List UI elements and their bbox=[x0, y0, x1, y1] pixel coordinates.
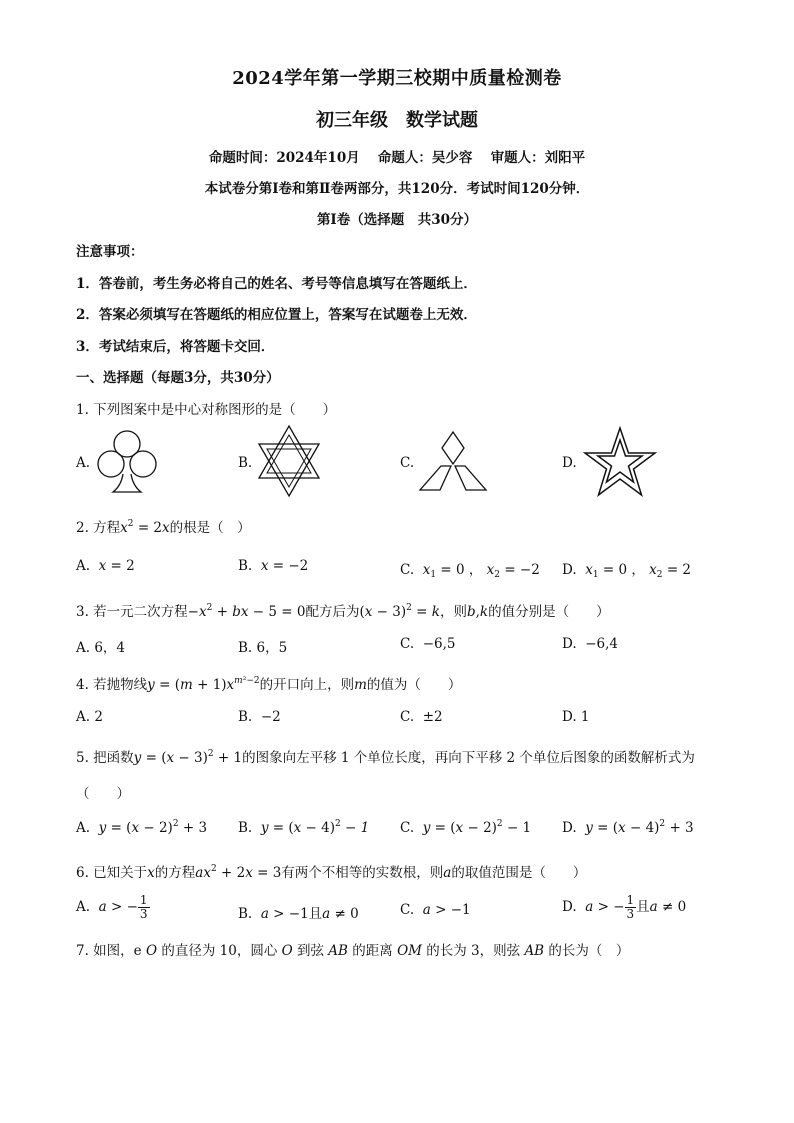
q5-option-b: B. $y = (x - 4)^2 - 1$ bbox=[238, 819, 370, 836]
notice-item-2: 2．答案必须填写在答题纸的相应位置上，答案写在试题卷上无效． bbox=[76, 307, 477, 323]
three-diamond-icon bbox=[418, 430, 488, 494]
q6-option-d: D. a > − $\frac{1}{3}$ 且a ≠ 0 bbox=[562, 893, 687, 921]
q3-option-c: C. −6,5 bbox=[400, 636, 456, 652]
q6-option-b: B. a > −1且a ≠ 0 bbox=[238, 906, 359, 922]
notice-heading: 注意事项： bbox=[76, 244, 144, 260]
question-3-stem: 3. 若一元二次方程$-x^2$ + bx − 5 = 0配方后为$(x - 3)^2 = k$，则b,k的值分别是（ ） bbox=[76, 603, 610, 620]
q2-option-a: A. x = 2 bbox=[76, 558, 135, 574]
question-5-paren: （ ） bbox=[76, 786, 130, 802]
q4-option-c: C. ±2 bbox=[400, 709, 443, 725]
question-1-stem: 1. 下列图案中是中心对称图形的是（ ） bbox=[76, 402, 337, 418]
q4-option-d: D. 1 bbox=[562, 709, 590, 725]
question-7-stem: 7. 如图，e O 的直径为 10，圆心 O 到弦 AB 的距离 OM 的长为 3，则弦 AB 的长为（ ） bbox=[76, 943, 630, 959]
q3-option-a: A. 6，4 bbox=[76, 640, 126, 656]
hexagram-icon bbox=[256, 424, 322, 498]
q2-option-b: B. x = −2 bbox=[238, 558, 309, 574]
exam-description: 本试卷分第Ⅰ卷和第Ⅱ卷两部分，共120分．考试时间120分钟． bbox=[204, 181, 590, 197]
notice-item-3: 3．考试结束后，将答题卡交回． bbox=[76, 339, 275, 355]
q1-option-d-label: D. bbox=[562, 455, 577, 471]
question-2-stem: 2. 方程$x^2 = 2x$的根是（ ） bbox=[76, 519, 251, 536]
q4-option-a: A. 2 bbox=[76, 709, 103, 725]
question-6-stem: 6. 已知关于x的方程$ax^2 + 2x = 3$有两个不相等的实数根，则a的取值范围是（ ） bbox=[76, 864, 587, 881]
q1-option-b-label: B. bbox=[238, 455, 253, 471]
q1-option-a-label: A. bbox=[76, 455, 91, 471]
section-heading: 一、选择题（每题3分，共30分） bbox=[76, 370, 280, 386]
q1-option-c-label: C. bbox=[400, 455, 415, 471]
q2-option-d: D. $x_1 = 0$ ， $x_2 = 2$ bbox=[562, 562, 692, 580]
question-4-stem: 4. 若抛物线$y = (m + 1)x^{m^2-2}$的开口向上，则m的值为（ ） bbox=[76, 676, 462, 693]
q5-option-a: A. $y = (x - 2)^2 + 3$ bbox=[76, 819, 208, 836]
question-5-stem: 5. 把函数$y = (x - 3)^2 + 1$的图象向左平移 1 个单位长度，再向下平移 2 个单位后图象的函数解析式为 bbox=[76, 749, 695, 766]
q3-option-d: D. −6,4 bbox=[562, 636, 619, 652]
q6-option-a: A. a > − $\frac{1}{3}$ bbox=[76, 893, 148, 921]
q4-option-b: B. −2 bbox=[238, 709, 281, 725]
q5-option-c: C. $y = (x - 2)^2 - 1$ bbox=[400, 819, 532, 836]
q2-option-c: C. $x_1 = 0$ ， $x_2 = -2$ bbox=[400, 562, 540, 580]
q6-option-c: C. a > −1 bbox=[400, 902, 471, 918]
notice-item-1: 1．答卷前，考生务必将自己的姓名、考号等信息填写在答题纸上． bbox=[76, 276, 477, 292]
exam-subtitle: 初三年级 数学试题 bbox=[316, 110, 478, 131]
part-heading: 第Ⅰ卷（选择题 共30分） bbox=[316, 212, 478, 228]
q5-option-d: D. $y = (x - 4)^2 + 3$ bbox=[562, 819, 694, 836]
q3-option-b: B. 6，5 bbox=[238, 640, 288, 656]
q2-suffix: 的根是（ ） bbox=[169, 520, 251, 536]
club-icon bbox=[95, 428, 159, 494]
q2-prefix: 2. 方程 bbox=[76, 520, 121, 536]
double-star-icon bbox=[582, 426, 658, 498]
exam-meta: 命题时间：2024年10月 命题人：吴少容 审题人：刘阳平 bbox=[208, 150, 586, 166]
exam-title: 2024学年第一学期三校期中质量检测卷 bbox=[232, 68, 562, 89]
